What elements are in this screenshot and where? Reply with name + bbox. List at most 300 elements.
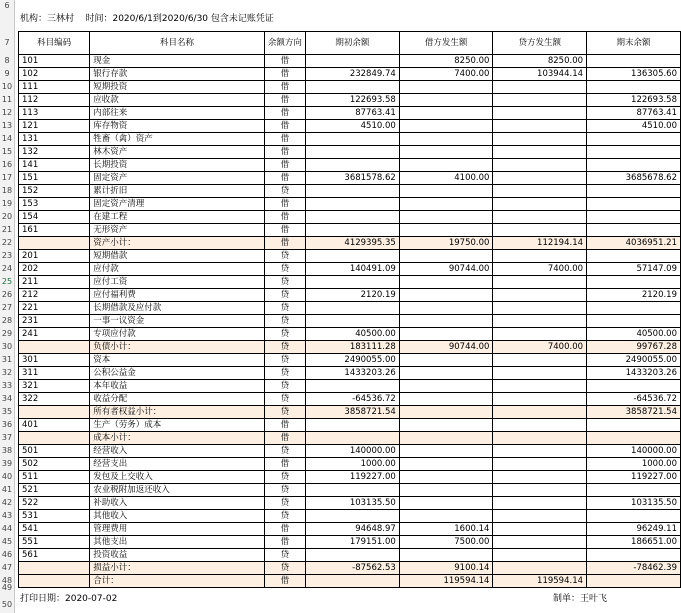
cell-opening[interactable] <box>305 185 399 198</box>
cell-name[interactable]: 发包及上交收入 <box>90 471 265 484</box>
cell-opening[interactable]: 179151.00 <box>305 536 399 549</box>
cell-debit[interactable] <box>399 484 493 497</box>
row-number[interactable]: 31 <box>1 355 13 364</box>
cell-opening[interactable]: 2120.19 <box>305 289 399 302</box>
cell-closing[interactable]: 119227.00 <box>587 471 681 484</box>
col-closing-header[interactable]: 期末余额 <box>587 32 681 55</box>
cell-opening[interactable] <box>305 198 399 211</box>
cell-credit[interactable]: 112194.14 <box>493 237 587 250</box>
cell-closing[interactable]: -64536.72 <box>587 393 681 406</box>
cell-debit[interactable]: 90744.00 <box>399 263 493 276</box>
cell-opening[interactable]: 1000.00 <box>305 458 399 471</box>
cell-debit[interactable] <box>399 445 493 458</box>
cell-debit[interactable] <box>399 120 493 133</box>
cell-debit[interactable] <box>399 289 493 302</box>
cell-name[interactable]: 经营收入 <box>90 445 265 458</box>
cell-direction[interactable]: 贷 <box>264 263 305 276</box>
cell-opening[interactable]: 122693.58 <box>305 94 399 107</box>
cell-debit[interactable]: 90744.00 <box>399 341 493 354</box>
cell-opening[interactable] <box>305 315 399 328</box>
cell-credit[interactable] <box>493 484 587 497</box>
row-number[interactable]: 20 <box>1 212 13 221</box>
cell-name[interactable]: 库存物资 <box>90 120 265 133</box>
row-number[interactable]: 25 <box>1 277 13 286</box>
cell-name[interactable]: 合计： <box>90 575 265 588</box>
cell-closing[interactable]: -78462.39 <box>587 562 681 575</box>
col-code-header[interactable]: 科目编码 <box>19 32 90 55</box>
col-opening-header[interactable]: 期初余额 <box>305 32 399 55</box>
cell-name[interactable]: 牲畜（禽）资产 <box>90 133 265 146</box>
row-number[interactable]: 28 <box>1 316 13 325</box>
cell-direction[interactable]: 贷 <box>264 315 305 328</box>
cell-name[interactable]: 固定资产 <box>90 172 265 185</box>
cell-direction[interactable]: 借 <box>264 107 305 120</box>
cell-credit[interactable] <box>493 549 587 562</box>
cell-closing[interactable]: 1433203.26 <box>587 367 681 380</box>
cell-name[interactable]: 专项应付款 <box>90 328 265 341</box>
cell-closing[interactable] <box>587 315 681 328</box>
cell-name[interactable]: 收益分配 <box>90 393 265 406</box>
cell-code[interactable]: 121 <box>19 120 90 133</box>
row-number[interactable]: 16 <box>1 160 13 169</box>
cell-code[interactable]: 151 <box>19 172 90 185</box>
cell-debit[interactable] <box>399 315 493 328</box>
cell-credit[interactable]: 103944.14 <box>493 68 587 81</box>
cell-credit[interactable] <box>493 276 587 289</box>
row-number[interactable]: 36 <box>1 420 13 429</box>
cell-name[interactable]: 负债小计： <box>90 341 265 354</box>
cell-direction[interactable]: 贷 <box>264 276 305 289</box>
row-number[interactable]: 11 <box>1 95 13 104</box>
cell-debit[interactable] <box>399 393 493 406</box>
row-number[interactable]: 32 <box>1 368 13 377</box>
row-number[interactable]: 23 <box>1 251 13 260</box>
cell-debit[interactable] <box>399 419 493 432</box>
cell-opening[interactable]: 140491.09 <box>305 263 399 276</box>
cell-credit[interactable] <box>493 380 587 393</box>
cell-direction[interactable]: 借 <box>264 146 305 159</box>
cell-debit[interactable] <box>399 354 493 367</box>
cell-opening[interactable]: -87562.53 <box>305 562 399 575</box>
cell-opening[interactable]: 232849.74 <box>305 68 399 81</box>
cell-opening[interactable]: 1433203.26 <box>305 367 399 380</box>
col-credit-header[interactable]: 贷方发生额 <box>493 32 587 55</box>
cell-credit[interactable] <box>493 445 587 458</box>
cell-name[interactable]: 累计折旧 <box>90 185 265 198</box>
cell-credit[interactable] <box>493 159 587 172</box>
row-number[interactable]: 45 <box>1 537 13 546</box>
cell-closing[interactable] <box>587 224 681 237</box>
cell-debit[interactable] <box>399 250 493 263</box>
cell-opening[interactable]: 3681578.62 <box>305 172 399 185</box>
cell-closing[interactable]: 87763.41 <box>587 107 681 120</box>
cell-debit[interactable] <box>399 133 493 146</box>
cell-code[interactable]: 154 <box>19 211 90 224</box>
cell-direction[interactable]: 贷 <box>264 471 305 484</box>
cell-direction[interactable]: 贷 <box>264 380 305 393</box>
cell-closing[interactable] <box>587 419 681 432</box>
cell-closing[interactable] <box>587 146 681 159</box>
cell-closing[interactable] <box>587 510 681 523</box>
row-number[interactable]: 14 <box>1 134 13 143</box>
cell-debit[interactable]: 4100.00 <box>399 172 493 185</box>
cell-opening[interactable] <box>305 510 399 523</box>
row-number[interactable]: 44 <box>1 524 13 533</box>
cell-name[interactable]: 在建工程 <box>90 211 265 224</box>
cell-credit[interactable] <box>493 471 587 484</box>
cell-name[interactable]: 补助收入 <box>90 497 265 510</box>
cell-closing[interactable] <box>587 302 681 315</box>
cell-credit[interactable] <box>493 172 587 185</box>
row-number[interactable]: 47 <box>1 563 13 572</box>
cell-opening[interactable]: 103135.50 <box>305 497 399 510</box>
cell-direction[interactable]: 贷 <box>264 302 305 315</box>
cell-code[interactable]: 311 <box>19 367 90 380</box>
cell-direction[interactable]: 贷 <box>264 328 305 341</box>
cell-debit[interactable]: 19750.00 <box>399 237 493 250</box>
cell-debit[interactable] <box>399 432 493 445</box>
cell-name[interactable]: 损益小计： <box>90 562 265 575</box>
cell-credit[interactable]: 7400.00 <box>493 263 587 276</box>
cell-direction[interactable]: 贷 <box>264 341 305 354</box>
row-number[interactable]: 18 <box>1 186 13 195</box>
cell-code[interactable]: 531 <box>19 510 90 523</box>
cell-opening[interactable] <box>305 419 399 432</box>
cell-credit[interactable] <box>493 536 587 549</box>
cell-code[interactable]: 521 <box>19 484 90 497</box>
cell-direction[interactable]: 借 <box>264 237 305 250</box>
cell-direction[interactable]: 借 <box>264 432 305 445</box>
cell-name[interactable]: 短期投资 <box>90 81 265 94</box>
cell-direction[interactable]: 贷 <box>264 510 305 523</box>
row-number[interactable]: 38 <box>1 446 13 455</box>
row-number[interactable]: 41 <box>1 485 13 494</box>
cell-opening[interactable] <box>305 380 399 393</box>
cell-name[interactable]: 公积公益金 <box>90 367 265 380</box>
cell-debit[interactable]: 7500.00 <box>399 536 493 549</box>
cell-direction[interactable]: 借 <box>264 159 305 172</box>
cell-debit[interactable] <box>399 159 493 172</box>
cell-credit[interactable] <box>493 94 587 107</box>
cell-code[interactable]: 231 <box>19 315 90 328</box>
cell-credit[interactable] <box>493 406 587 419</box>
cell-direction[interactable]: 贷 <box>264 393 305 406</box>
row-number[interactable]: 10 <box>1 82 13 91</box>
cell-opening[interactable] <box>305 224 399 237</box>
cell-opening[interactable] <box>305 81 399 94</box>
row-number[interactable]: 35 <box>1 407 13 416</box>
row-number[interactable]: 7 <box>4 38 10 47</box>
cell-name[interactable]: 农业税附加返还收入 <box>90 484 265 497</box>
cell-name[interactable]: 固定资产清理 <box>90 198 265 211</box>
cell-opening[interactable] <box>305 55 399 68</box>
cell-direction[interactable]: 贷 <box>264 562 305 575</box>
row-number[interactable]: 30 <box>1 342 13 351</box>
cell-credit[interactable] <box>493 133 587 146</box>
row-number[interactable]: 8 <box>4 56 10 65</box>
row-number[interactable]: 15 <box>1 147 13 156</box>
cell-debit[interactable] <box>399 406 493 419</box>
cell-closing[interactable] <box>587 159 681 172</box>
cell-opening[interactable] <box>305 302 399 315</box>
cell-name[interactable]: 一事一议资金 <box>90 315 265 328</box>
cell-name[interactable]: 长期投资 <box>90 159 265 172</box>
cell-name[interactable]: 银行存款 <box>90 68 265 81</box>
cell-closing[interactable] <box>587 198 681 211</box>
row-number[interactable]: 9 <box>4 69 10 78</box>
cell-closing[interactable]: 3685678.62 <box>587 172 681 185</box>
cell-credit[interactable]: 8250.00 <box>493 55 587 68</box>
cell-debit[interactable] <box>399 224 493 237</box>
col-debit-header[interactable]: 借方发生额 <box>399 32 493 55</box>
cell-debit[interactable] <box>399 510 493 523</box>
cell-name[interactable]: 生产（劳务）成本 <box>90 419 265 432</box>
cell-direction[interactable]: 借 <box>264 458 305 471</box>
cell-direction[interactable]: 借 <box>264 94 305 107</box>
cell-credit[interactable] <box>493 523 587 536</box>
cell-closing[interactable] <box>587 380 681 393</box>
cell-code[interactable]: 321 <box>19 380 90 393</box>
cell-name[interactable]: 本年收益 <box>90 380 265 393</box>
cell-debit[interactable]: 119594.14 <box>399 575 493 588</box>
row-number[interactable]: 19 <box>1 199 13 208</box>
cell-code[interactable] <box>19 432 90 445</box>
cell-code[interactable]: 212 <box>19 289 90 302</box>
cell-closing[interactable]: 40500.00 <box>587 328 681 341</box>
cell-debit[interactable] <box>399 471 493 484</box>
cell-debit[interactable] <box>399 302 493 315</box>
cell-debit[interactable] <box>399 198 493 211</box>
cell-direction[interactable]: 贷 <box>264 484 305 497</box>
cell-closing[interactable] <box>587 549 681 562</box>
cell-credit[interactable] <box>493 107 587 120</box>
cell-code[interactable]: 131 <box>19 133 90 146</box>
cell-direction[interactable]: 借 <box>264 81 305 94</box>
cell-credit[interactable] <box>493 120 587 133</box>
row-number[interactable]: 24 <box>1 264 13 273</box>
cell-opening[interactable]: -64536.72 <box>305 393 399 406</box>
cell-debit[interactable] <box>399 94 493 107</box>
row-number[interactable]: 27 <box>1 303 13 312</box>
cell-credit[interactable] <box>493 393 587 406</box>
row-number[interactable]: 40 <box>1 472 13 481</box>
row-number[interactable]: 48 <box>1 576 13 585</box>
cell-closing[interactable]: 136305.60 <box>587 68 681 81</box>
cell-credit[interactable] <box>493 497 587 510</box>
cell-closing[interactable]: 96249.11 <box>587 523 681 536</box>
cell-closing[interactable]: 4036951.21 <box>587 237 681 250</box>
cell-direction[interactable]: 借 <box>264 120 305 133</box>
cell-code[interactable]: 322 <box>19 393 90 406</box>
cell-credit[interactable] <box>493 185 587 198</box>
row-number[interactable]: 13 <box>1 121 13 130</box>
cell-direction[interactable]: 贷 <box>264 250 305 263</box>
cell-closing[interactable]: 2490055.00 <box>587 354 681 367</box>
cell-opening[interactable]: 119227.00 <box>305 471 399 484</box>
cell-opening[interactable] <box>305 549 399 562</box>
cell-credit[interactable] <box>493 224 587 237</box>
cell-opening[interactable]: 3858721.54 <box>305 406 399 419</box>
cell-closing[interactable]: 2120.19 <box>587 289 681 302</box>
cell-debit[interactable]: 8250.00 <box>399 55 493 68</box>
cell-code[interactable]: 511 <box>19 471 90 484</box>
cell-credit[interactable] <box>493 458 587 471</box>
cell-direction[interactable]: 借 <box>264 523 305 536</box>
cell-name[interactable]: 应付福利费 <box>90 289 265 302</box>
cell-name[interactable]: 资本 <box>90 354 265 367</box>
cell-name[interactable]: 无形资产 <box>90 224 265 237</box>
cell-credit[interactable]: 7400.00 <box>493 341 587 354</box>
cell-credit[interactable] <box>493 419 587 432</box>
cell-closing[interactable]: 1000.00 <box>587 458 681 471</box>
cell-closing[interactable] <box>587 55 681 68</box>
cell-opening[interactable]: 94648.97 <box>305 523 399 536</box>
row-number[interactable]: 33 <box>1 381 13 390</box>
cell-code[interactable]: 132 <box>19 146 90 159</box>
cell-code[interactable]: 113 <box>19 107 90 120</box>
cell-name[interactable]: 长期借款及应付款 <box>90 302 265 315</box>
cell-opening[interactable] <box>305 159 399 172</box>
row-number[interactable]: 42 <box>1 498 13 507</box>
cell-name[interactable]: 所有者权益小计： <box>90 406 265 419</box>
row-number[interactable]: 22 <box>1 238 13 247</box>
cell-opening[interactable] <box>305 484 399 497</box>
cell-credit[interactable] <box>493 302 587 315</box>
cell-opening[interactable]: 2490055.00 <box>305 354 399 367</box>
cell-direction[interactable]: 贷 <box>264 367 305 380</box>
cell-direction[interactable]: 借 <box>264 575 305 588</box>
cell-direction[interactable]: 借 <box>264 211 305 224</box>
cell-opening[interactable]: 4129395.35 <box>305 237 399 250</box>
cell-name[interactable]: 内部往来 <box>90 107 265 120</box>
cell-debit[interactable] <box>399 146 493 159</box>
cell-closing[interactable]: 99767.28 <box>587 341 681 354</box>
cell-direction[interactable]: 贷 <box>264 406 305 419</box>
cell-closing[interactable] <box>587 185 681 198</box>
cell-closing[interactable]: 186651.00 <box>587 536 681 549</box>
cell-credit[interactable] <box>493 250 587 263</box>
cell-credit[interactable] <box>493 354 587 367</box>
cell-closing[interactable] <box>587 81 681 94</box>
cell-direction[interactable]: 贷 <box>264 185 305 198</box>
cell-debit[interactable] <box>399 380 493 393</box>
col-name-header[interactable]: 科目名称 <box>90 32 265 55</box>
row-number[interactable]: 12 <box>1 108 13 117</box>
cell-code[interactable]: 502 <box>19 458 90 471</box>
cell-credit[interactable] <box>493 432 587 445</box>
cell-credit[interactable] <box>493 562 587 575</box>
row-number[interactable]: 17 <box>1 173 13 182</box>
cell-credit[interactable] <box>493 198 587 211</box>
cell-direction[interactable]: 贷 <box>264 549 305 562</box>
cell-code[interactable]: 201 <box>19 250 90 263</box>
cell-name[interactable]: 短期借款 <box>90 250 265 263</box>
cell-debit[interactable] <box>399 458 493 471</box>
cell-closing[interactable]: 140000.00 <box>587 445 681 458</box>
cell-code[interactable]: 101 <box>19 55 90 68</box>
cell-credit[interactable] <box>493 81 587 94</box>
cell-credit[interactable]: 119594.14 <box>493 575 587 588</box>
cell-direction[interactable]: 借 <box>264 133 305 146</box>
row-number[interactable]: 50 <box>1 600 13 609</box>
cell-debit[interactable] <box>399 328 493 341</box>
cell-code[interactable]: 501 <box>19 445 90 458</box>
cell-closing[interactable] <box>587 133 681 146</box>
row-number[interactable]: 26 <box>1 290 13 299</box>
cell-debit[interactable] <box>399 497 493 510</box>
cell-opening[interactable] <box>305 276 399 289</box>
cell-credit[interactable] <box>493 211 587 224</box>
row-number[interactable]: 49 <box>1 583 13 592</box>
cell-credit[interactable] <box>493 510 587 523</box>
cell-closing[interactable]: 103135.50 <box>587 497 681 510</box>
cell-code[interactable]: 551 <box>19 536 90 549</box>
cell-code[interactable]: 141 <box>19 159 90 172</box>
row-number[interactable]: 6 <box>4 1 10 10</box>
cell-code[interactable]: 153 <box>19 198 90 211</box>
cell-credit[interactable] <box>493 328 587 341</box>
cell-closing[interactable] <box>587 484 681 497</box>
cell-name[interactable]: 应付款 <box>90 263 265 276</box>
cell-opening[interactable]: 40500.00 <box>305 328 399 341</box>
cell-debit[interactable] <box>399 549 493 562</box>
cell-name[interactable]: 成本小计： <box>90 432 265 445</box>
cell-direction[interactable]: 贷 <box>264 289 305 302</box>
cell-direction[interactable]: 借 <box>264 172 305 185</box>
cell-credit[interactable] <box>493 289 587 302</box>
cell-opening[interactable] <box>305 211 399 224</box>
cell-closing[interactable]: 122693.58 <box>587 94 681 107</box>
cell-name[interactable]: 其他收入 <box>90 510 265 523</box>
cell-opening[interactable] <box>305 432 399 445</box>
cell-direction[interactable]: 借 <box>264 536 305 549</box>
cell-name[interactable]: 资产小计： <box>90 237 265 250</box>
cell-closing[interactable] <box>587 575 681 588</box>
cell-opening[interactable] <box>305 146 399 159</box>
cell-code[interactable]: 541 <box>19 523 90 536</box>
cell-direction[interactable]: 借 <box>264 198 305 211</box>
cell-opening[interactable]: 183111.28 <box>305 341 399 354</box>
cell-closing[interactable]: 4510.00 <box>587 120 681 133</box>
cell-code[interactable]: 161 <box>19 224 90 237</box>
cell-closing[interactable]: 3858721.54 <box>587 406 681 419</box>
row-number[interactable]: 34 <box>1 394 13 403</box>
cell-code[interactable]: 561 <box>19 549 90 562</box>
cell-name[interactable]: 林木资产 <box>90 146 265 159</box>
cell-opening[interactable]: 87763.41 <box>305 107 399 120</box>
cell-name[interactable]: 应付工资 <box>90 276 265 289</box>
row-number[interactable]: 29 <box>1 329 13 338</box>
cell-debit[interactable]: 7400.00 <box>399 68 493 81</box>
cell-code[interactable]: 152 <box>19 185 90 198</box>
cell-code[interactable]: 401 <box>19 419 90 432</box>
cell-code[interactable]: 301 <box>19 354 90 367</box>
cell-direction[interactable]: 借 <box>264 68 305 81</box>
cell-name[interactable]: 管理费用 <box>90 523 265 536</box>
cell-code[interactable] <box>19 562 90 575</box>
cell-debit[interactable] <box>399 107 493 120</box>
cell-direction[interactable]: 贷 <box>264 445 305 458</box>
cell-code[interactable] <box>19 237 90 250</box>
cell-name[interactable]: 其他支出 <box>90 536 265 549</box>
cell-opening[interactable]: 140000.00 <box>305 445 399 458</box>
cell-direction[interactable]: 借 <box>264 224 305 237</box>
cell-opening[interactable] <box>305 133 399 146</box>
row-number[interactable]: 43 <box>1 511 13 520</box>
cell-credit[interactable] <box>493 367 587 380</box>
cell-name[interactable]: 现金 <box>90 55 265 68</box>
cell-closing[interactable]: 57147.09 <box>587 263 681 276</box>
